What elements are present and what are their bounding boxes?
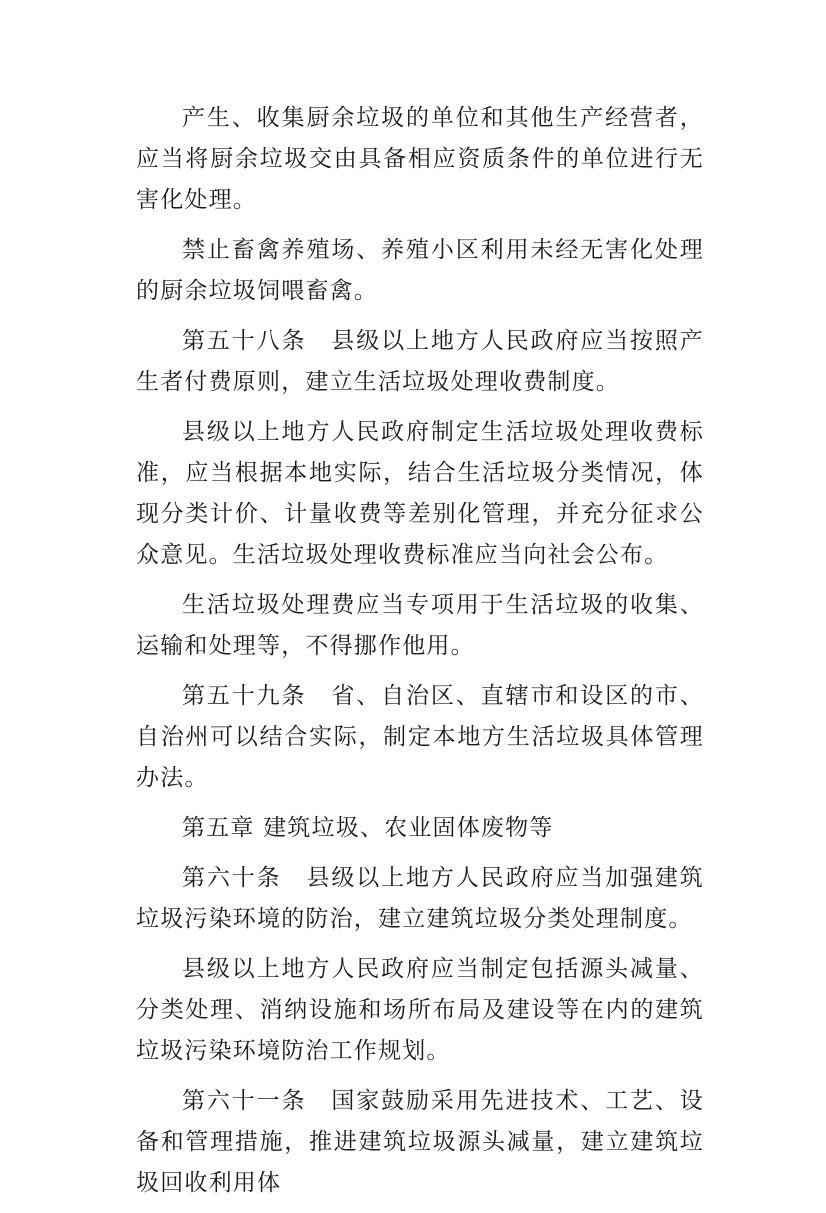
paragraph-fee-standard: 县级以上地方人民政府制定生活垃圾处理收费标准，应当根据本地实际，结合生活垃圾分类情况，体现分类计价、计量收费等差别化管理，并充分征求公众意见。生活垃圾处理收费标准应当向社会公布。: [136, 419, 704, 568]
paragraph-article-61: 第六十一条 国家鼓励采用先进技术、工艺、设备和管理措施，推进建筑垃圾源头减量，建立建筑垃圾回收利用体: [136, 1088, 704, 1196]
paragraph-article-59: 第五十九条 省、自治区、直辖市和设区的市、自治州可以结合实际，制定本地方生活垃圾具体管理办法。: [136, 683, 704, 791]
paragraph-fee-usage: 生活垃圾处理费应当专项用于生活垃圾的收集、运输和处理等，不得挪作他用。: [136, 592, 704, 659]
paragraph-construction-waste-plan: 县级以上地方人民政府应当制定包括源头减量、分类处理、消纳设施和场所布局及建设等在内的建筑垃圾污染环境防治工作规划。: [136, 956, 704, 1064]
chapter-heading: 第五章 建筑垃圾、农业固体废物等: [182, 815, 554, 841]
paragraph-article-58: 第五十八条 县级以上地方人民政府应当按照产生者付费原则，建立生活垃圾处理收费制度。: [136, 328, 704, 395]
paragraph-kitchen-waste-handover: 产生、收集厨余垃圾的单位和其他生产经营者，应当将厨余垃圾交由具备相应资质条件的单位进行无害化处理。: [136, 105, 704, 213]
document-body: [136, 98, 704, 1213]
paragraph-article-60: 第六十条 县级以上地方人民政府应当加强建筑垃圾污染环境的防治，建立建筑垃圾分类处理制度。: [136, 865, 704, 932]
paragraph-livestock-feeding-ban: 禁止畜禽养殖场、养殖小区利用未经无害化处理的厨余垃圾饲喂畜禽。: [136, 237, 704, 304]
